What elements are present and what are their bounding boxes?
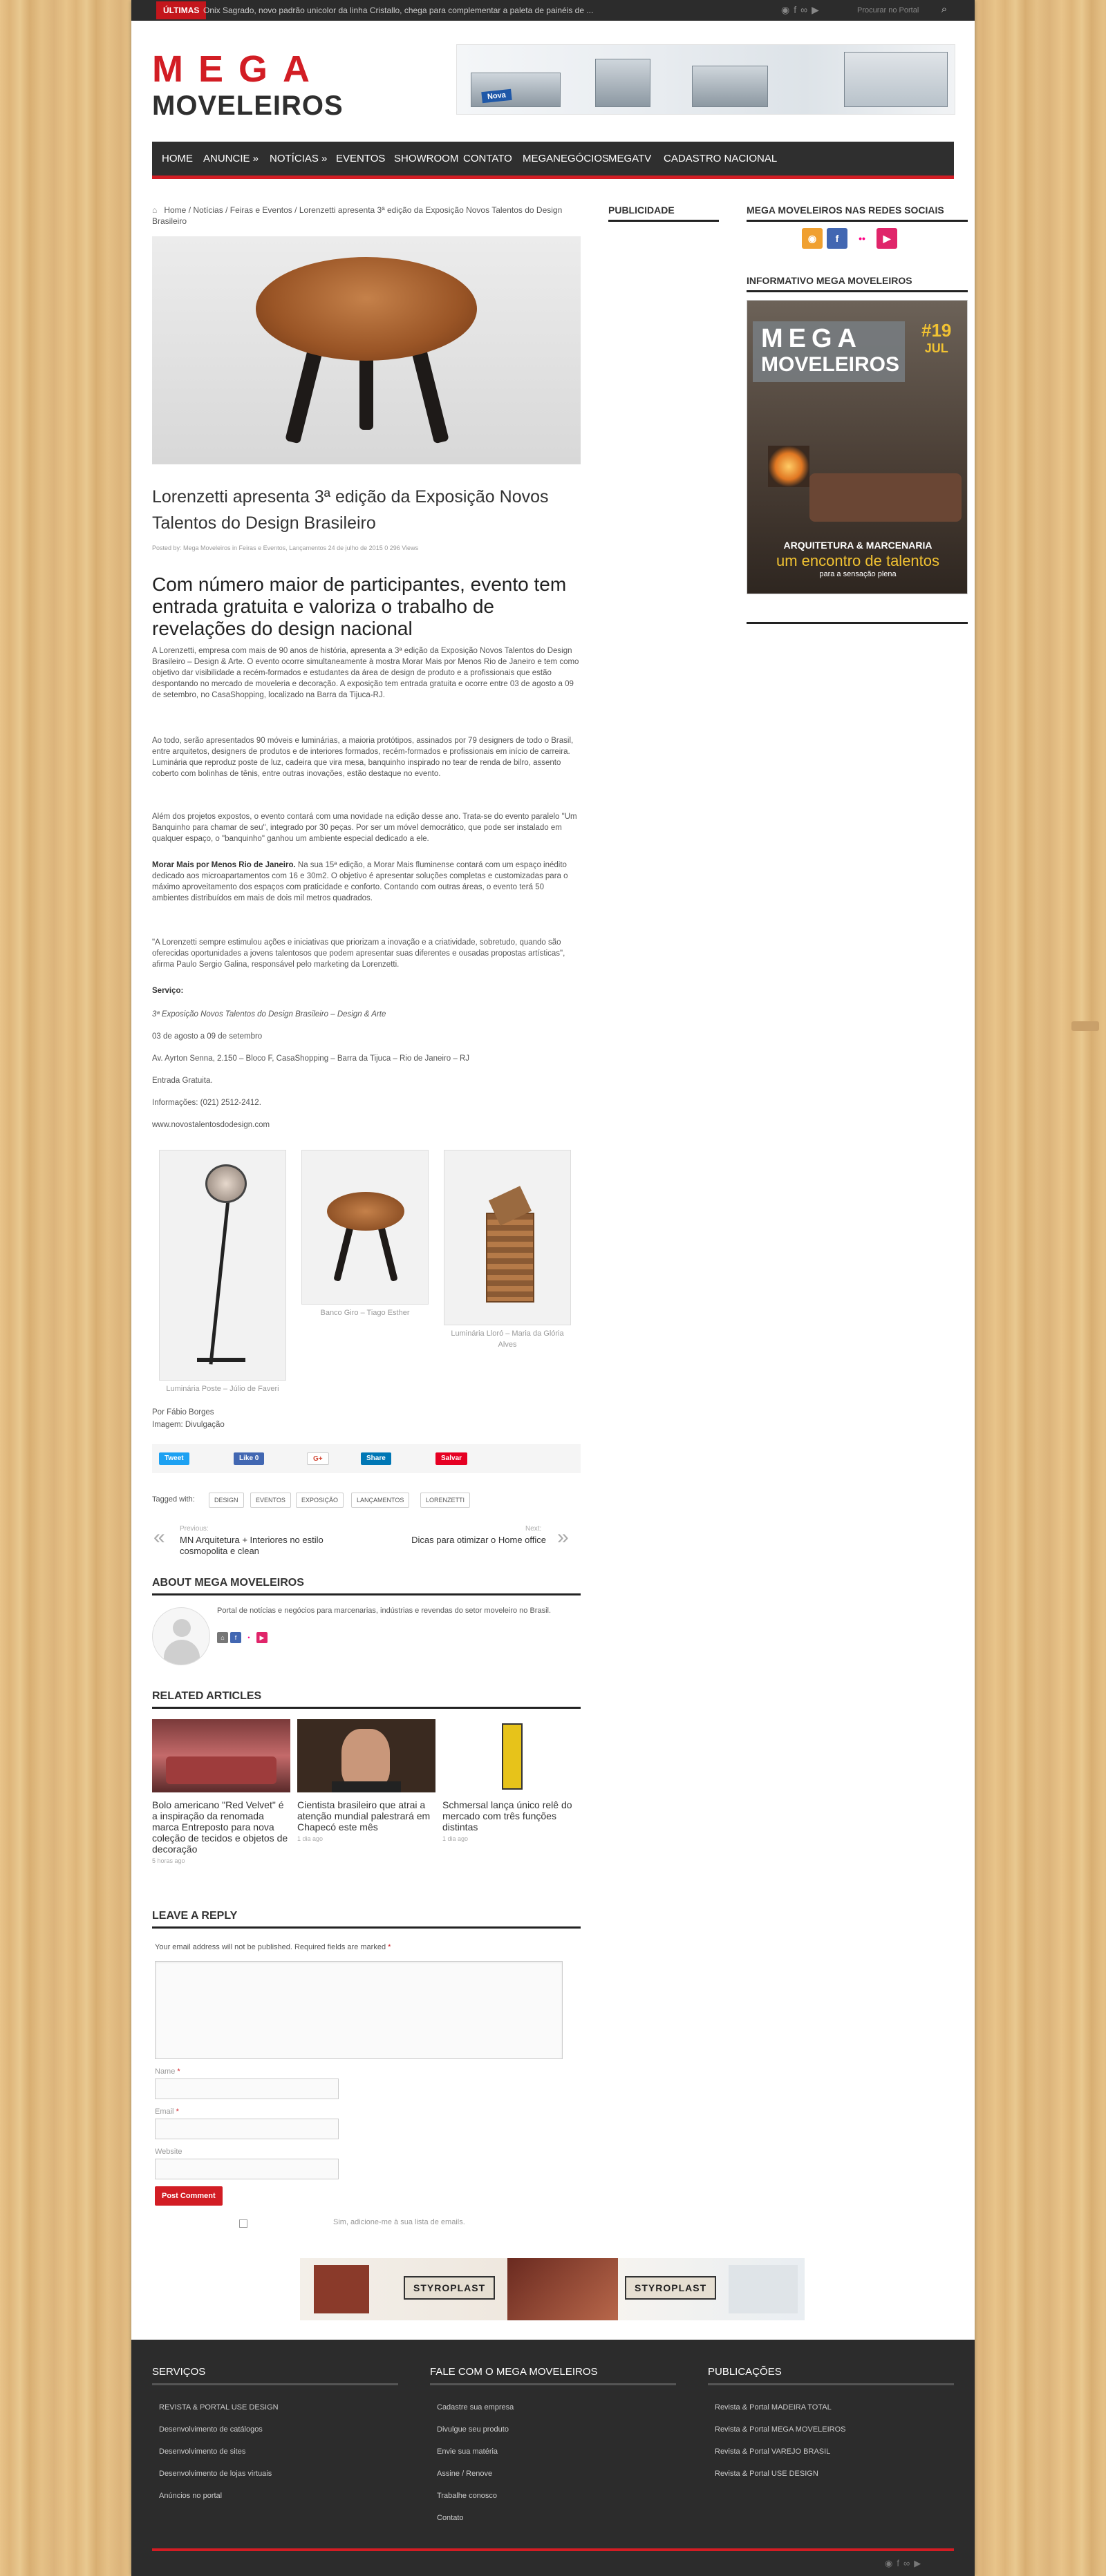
related-item-1[interactable] xyxy=(152,1719,290,1864)
facebook-icon[interactable]: f xyxy=(897,2558,903,2568)
search-icon[interactable]: ⌕ xyxy=(941,3,948,15)
share-bar xyxy=(152,1444,581,1473)
footer-link[interactable]: Trabalhe conosco xyxy=(437,2492,498,2500)
service-label xyxy=(152,985,581,996)
rss-icon[interactable]: ◉ xyxy=(802,228,823,249)
logo-mega: MEGA xyxy=(152,48,325,90)
subscribe-checkbox[interactable] xyxy=(239,2219,247,2228)
footer-link[interactable]: Revista & Portal USE DESIGN xyxy=(715,2470,818,2478)
service-info: Informações: (021) 2512-2412. xyxy=(152,1099,261,1107)
breadcrumb: ⌂ Home / Notícias / Feiras e Eventos / Lorenzetti apresenta 3ª edição da Exposição Novos Talentos do Design Brasileiro xyxy=(152,205,563,226)
related-item-2[interactable] xyxy=(297,1719,435,1842)
post-paragraph-5: "A Lorenzetti sempre estimulou ações e iniciativas que priorizam a inovação e a criatividade, sobretudo, quando são oferecidas oportunidades a jovens talentosos que podem apresentar suas diferentes e ousadas propostas artísticas", afirma Paulo Sergio Galina, responsável pelo marketing da Lorenzetti. xyxy=(152,938,565,969)
flickr-icon[interactable]: •• xyxy=(852,228,872,249)
nav-home[interactable]: HOME xyxy=(162,153,193,164)
comment-textarea[interactable] xyxy=(155,1961,563,2059)
magazine-caption-3: para a sensação plena xyxy=(819,570,897,578)
page xyxy=(131,0,975,2576)
styroplast-logo-2: STYROPLAST xyxy=(625,2276,716,2300)
magazine-issue xyxy=(921,321,951,357)
about-title: ABOUT MEGA MOVELEIROS xyxy=(152,1577,581,1595)
social-title: MEGA MOVELEIROS NAS REDES SOCIAIS xyxy=(747,205,968,222)
youtube-icon[interactable]: ▶ xyxy=(914,2558,926,2568)
facebook-like-button[interactable]: Like 0 xyxy=(234,1452,264,1465)
footer-link[interactable]: Desenvolvimento de sites xyxy=(159,2447,246,2456)
avatar xyxy=(152,1607,210,1665)
service-label-text: Serviço: xyxy=(152,987,184,995)
scroll-handle[interactable] xyxy=(1071,1021,1099,1031)
flickr-icon[interactable]: ∞ xyxy=(800,4,812,15)
post-lead: Com número maior de participantes, evento tem entrada gratuita e valoriza o trabalho de revelações do design nacional xyxy=(152,574,567,639)
nav-meganegocios[interactable]: MEGANEGÓCIOS xyxy=(523,153,610,164)
breadcrumb-feiras[interactable]: Feiras e Eventos xyxy=(229,205,292,215)
post-paragraph-4-text: Na sua 15ª edição, a Morar Mais fluminense contará com um espaço inédito dedicado aos microapartamentos com 16 e 30m2. O objetivo é apresentar soluções completas e customizadas para o máximo aproveitamento dos espaços com praticidade e conforto. Contando com outras áreas, o evento terá 50 ambientes distribuídos em mais de dois mil metros quadrados. xyxy=(152,861,568,902)
related-item-3[interactable] xyxy=(442,1719,581,1842)
tag-exposicao[interactable]: EXPOSIÇÃO xyxy=(296,1493,344,1508)
footer-link[interactable]: Desenvolvimento de lojas virtuais xyxy=(159,2470,272,2478)
footer-link[interactable]: Desenvolvimento de catálogos xyxy=(159,2425,263,2434)
informativo-title: INFORMATIVO MEGA MOVELEIROS xyxy=(747,275,968,292)
flickr-icon[interactable]: • xyxy=(243,1632,254,1643)
breadcrumb-home[interactable]: Home xyxy=(164,205,187,215)
post-paragraph-2: Ao todo, serão apresentados 90 móveis e luminárias, a maioria protótipos, assinados por 79 designers de todo o Brasil, entre arquitetos, designers de produtos e de interiores formados, recém-formados e profissionais em início de carreira. Luminária que reproduz poste de luz, cadeira que vira mesa, banquinho inspirado no tear de renda de bilro, assento coberto com bolinhas de tênis, entre outras inovações, estão destaque no evento. xyxy=(152,737,574,778)
related-date-1: 5 horas ago xyxy=(152,1857,185,1864)
tag-lorenzetti[interactable]: LORENZETTI xyxy=(420,1493,470,1508)
related-image-3 xyxy=(442,1719,581,1792)
related-image-2 xyxy=(297,1719,435,1792)
facebook-icon[interactable]: f xyxy=(230,1632,241,1643)
featured-image xyxy=(152,236,581,464)
reply-note xyxy=(155,1943,391,1951)
name-field[interactable] xyxy=(155,2078,339,2099)
gplus-button[interactable]: G+ xyxy=(307,1452,329,1465)
nav-anuncie[interactable]: ANUNCIE » xyxy=(203,153,259,164)
name-label-text: Name xyxy=(155,2067,176,2076)
rss-icon[interactable]: ◉ xyxy=(885,2558,897,2568)
tag-lancamentos[interactable]: LANÇAMENTOS xyxy=(351,1493,409,1508)
tag-eventos[interactable]: EVENTOS xyxy=(250,1493,291,1508)
gallery-item-1[interactable] xyxy=(159,1150,286,1394)
footer-social-icons xyxy=(885,2558,925,2569)
related-title-3[interactable]: Schmersal lança único relê do mercado com três funções distintas xyxy=(442,1799,572,1832)
footer-accent-bar xyxy=(152,2548,954,2551)
banner-machine-3 xyxy=(692,66,768,107)
related-title-1[interactable]: Bolo americano "Red Velvet" é a inspiração da renomada marca Entreposto para nova coleção de tecidos e objetos de decoração xyxy=(152,1799,288,1855)
email-label-text: Email xyxy=(155,2108,174,2116)
service-address: Av. Ayrton Senna, 2.150 – Bloco F, CasaShopping – Barra da Tijuca – Rio de Janeiro – RJ xyxy=(152,1054,470,1063)
prev-post-label: Previous: xyxy=(180,1525,209,1533)
name-label xyxy=(155,2067,180,2076)
magazine-header xyxy=(753,321,905,382)
youtube-icon[interactable]: ▶ xyxy=(256,1632,268,1643)
magazine-mega: MEGA xyxy=(761,324,862,353)
website-field[interactable] xyxy=(155,2159,339,2179)
banner-badge: Nova xyxy=(481,89,512,103)
tweet-button[interactable]: Tweet xyxy=(159,1452,189,1465)
related-date-3: 1 dia ago xyxy=(442,1835,469,1842)
prev-post-link[interactable]: MN Arquitetura + Interiores no estilo cosmopolita e clean xyxy=(180,1535,324,1556)
main-nav xyxy=(152,142,954,179)
footer-link[interactable]: REVISTA & PORTAL USE DESIGN xyxy=(159,2403,279,2412)
top-bar xyxy=(131,0,975,21)
reply-title: LEAVE A REPLY xyxy=(152,1910,581,1929)
nav-noticias[interactable]: NOTÍCIAS » xyxy=(270,153,328,164)
logo-moveleiros: MOVELEIROS xyxy=(152,91,344,121)
footer-link[interactable]: Assine / Renove xyxy=(437,2470,493,2478)
gallery-item-2[interactable] xyxy=(301,1150,429,1318)
sidebar-divider xyxy=(747,622,968,624)
pinterest-save-button[interactable]: Salvar xyxy=(435,1452,467,1465)
post-paragraph-4 xyxy=(152,860,581,904)
gallery-image-stool xyxy=(301,1150,429,1305)
chevron-left-icon[interactable]: « xyxy=(153,1526,165,1549)
magazine-cover[interactable] xyxy=(747,300,968,594)
footer-link[interactable]: Cadastre sua empresa xyxy=(437,2403,514,2412)
magazine-fireplace xyxy=(768,446,809,487)
about-description: Portal de notícias e negócios para marcenarias, indústrias e revendas do setor moveleiro no Brasil. xyxy=(217,1607,552,1615)
magazine-moveleiros: MOVELEIROS xyxy=(761,353,900,376)
gallery-image-lamp xyxy=(159,1150,286,1381)
magazine-sofa xyxy=(809,473,962,522)
footer-col1-title: SERVIÇOS xyxy=(152,2366,398,2385)
reply-note-text: Your email address will not be published. Required fields are marked xyxy=(155,1943,386,1951)
website-label: Website xyxy=(155,2148,182,2156)
footer-link[interactable]: Revista & Portal MADEIRA TOTAL xyxy=(715,2403,832,2412)
facebook-icon[interactable]: f xyxy=(827,228,847,249)
nav-contato[interactable]: CONTATO xyxy=(463,153,512,164)
magazine-caption-2: um encontro de talentos xyxy=(776,552,940,569)
related-title: RELATED ARTICLES xyxy=(152,1690,581,1709)
gallery-image-luminaria xyxy=(444,1150,571,1325)
search-input[interactable]: Procurar no Portal xyxy=(857,6,919,15)
breaking-news-text[interactable]: Onix Sagrado, novo padrão unicolor da linha Cristallo, chega para complementar a paleta de painéis de ... xyxy=(203,6,594,15)
nav-megatv[interactable]: MEGATV xyxy=(608,153,652,164)
related-image-1 xyxy=(152,1719,290,1792)
name-required-marker: * xyxy=(177,2067,180,2076)
gallery-caption-1: Luminária Poste – Júlio de Faveri xyxy=(166,1385,279,1393)
service-name: 3ª Exposição Novos Talentos do Design Brasileiro – Design & Arte xyxy=(152,1010,386,1019)
breadcrumb-noticias[interactable]: Notícias xyxy=(193,205,223,215)
service-date: 03 de agosto a 09 de setembro xyxy=(152,1032,263,1041)
service-price: Entrada Gratuita. xyxy=(152,1077,213,1085)
flickr-icon[interactable]: ∞ xyxy=(903,2558,915,2568)
footer-col2-title: FALE COM O MEGA MOVELEIROS xyxy=(430,2366,676,2385)
author-social-icons xyxy=(217,1632,270,1645)
footer-link[interactable]: Revista & Portal MEGA MOVELEIROS xyxy=(715,2425,846,2434)
related-title-2[interactable]: Cientista brasileiro que atrai a atenção mundial palestrará em Chapecó este mês xyxy=(297,1799,431,1832)
footer-link[interactable]: Contato xyxy=(437,2514,464,2522)
post-image-credit: Imagem: Divulgação xyxy=(152,1421,225,1429)
subscribe-label: Sim, adicione-me à sua lista de emails. xyxy=(333,2218,465,2226)
post-paragraph-3: Além dos projetos expostos, o evento contará com uma novidade na edição desse ano. Trata-se do evento paralelo "Um Banquinho para chamar de seu", integrado por 30 peças. Por ser um móvel democrático, que pode ser instalado em qualquer espaço, o "banquinho" ganhou um ambiente especial dedicado a ele. xyxy=(152,813,577,843)
nav-cadastro[interactable]: CADASTRO NACIONAL xyxy=(664,153,778,164)
tag-design[interactable]: DESIGN xyxy=(209,1493,244,1508)
post-meta: Posted by: Mega Moveleiros in Feiras e Eventos, Lançamentos 24 de julho de 2015 0 296 Views xyxy=(152,544,419,551)
facebook-icon[interactable]: f xyxy=(794,4,801,15)
next-post-label: Next: xyxy=(525,1525,542,1533)
bottom-ad-banner[interactable] xyxy=(300,2258,805,2320)
footer-link[interactable]: Revista & Portal VAREJO BRASIL xyxy=(715,2447,831,2456)
home-icon[interactable]: ⌂ xyxy=(217,1632,228,1643)
site-logo[interactable] xyxy=(152,48,359,122)
service-site[interactable]: www.novostalentosdodesign.com xyxy=(152,1121,270,1129)
nav-eventos[interactable]: EVENTOS xyxy=(336,153,386,164)
post-comment-button[interactable]: Post Comment xyxy=(155,2186,223,2206)
footer xyxy=(131,2340,975,2576)
youtube-icon[interactable]: ▶ xyxy=(877,228,897,249)
banner-machine-4 xyxy=(844,52,948,107)
tags-label: Tagged with: xyxy=(152,1495,195,1504)
publicidade-title: PUBLICIDADE xyxy=(608,205,719,222)
post-title: Lorenzetti apresenta 3ª edição da Exposição Novos Talentos do Design Brasileiro xyxy=(152,487,549,533)
post-author-credit: Por Fábio Borges xyxy=(152,1408,214,1417)
stool-seat xyxy=(256,257,477,361)
magazine-caption-1: ARQUITETURA & MARCENARIA xyxy=(783,540,932,551)
footer-link[interactable]: Anúncios no portal xyxy=(159,2492,223,2500)
gallery-caption-2: Banco Giro – Tiago Esther xyxy=(320,1309,410,1317)
top-social-icons xyxy=(781,4,823,16)
required-marker: * xyxy=(388,1943,391,1951)
breaking-news-label: ÚLTIMAS xyxy=(156,1,206,19)
footer-col3-title: PUBLICAÇÕES xyxy=(708,2366,954,2385)
next-post-link[interactable]: Dicas para otimizar o Home office xyxy=(411,1535,546,1545)
banner-machine-2 xyxy=(595,59,650,107)
linkedin-share-button[interactable]: Share xyxy=(361,1452,391,1465)
post-paragraph-4-bold: Morar Mais por Menos Rio de Janeiro. xyxy=(152,861,296,869)
styroplast-logo-1: STYROPLAST xyxy=(404,2276,495,2300)
gallery-item-3[interactable] xyxy=(444,1150,571,1350)
footer-link[interactable]: Divulgue seu produto xyxy=(437,2425,509,2434)
email-label xyxy=(155,2108,179,2116)
email-required-marker: * xyxy=(176,2108,179,2116)
magazine-issue-number: #19 xyxy=(921,320,952,341)
email-field[interactable] xyxy=(155,2119,339,2139)
breadcrumb-current: Lorenzetti apresenta 3ª edição da Exposição Novos Talentos do Design Brasileiro xyxy=(152,205,563,226)
footer-link[interactable]: Envie sua matéria xyxy=(437,2447,498,2456)
youtube-icon[interactable]: ▶ xyxy=(812,4,823,15)
gallery-caption-3: Luminária Lloró – Maria da Glória Alves xyxy=(451,1329,564,1349)
nav-showroom[interactable]: SHOWROOM xyxy=(394,153,459,164)
chevron-right-icon[interactable]: » xyxy=(557,1526,569,1549)
home-icon: ⌂ xyxy=(152,205,158,215)
post-paragraph-1: A Lorenzetti, empresa com mais de 90 anos de história, apresenta a 3ª edição da Exposição Novos Talentos do Design Brasileiro – Design & Arte. O evento ocorre simultaneamente à mostra Morar Mais por Menos Rio de Janeiro e tem como objetivo dar visibilidade a recém-formados e estudantes da área de design de produto e a profissionais que estão despontando no mercado de moveleria e decoração. A exposição tem entrada gratuita e ocorre entre 03 de agosto a 09 de setembro, no CasaShopping, localizado na Barra da Tijuca-RJ. xyxy=(152,647,579,699)
rss-icon[interactable]: ◉ xyxy=(781,4,794,15)
related-date-2: 1 dia ago xyxy=(297,1835,324,1842)
header-ad-banner[interactable] xyxy=(456,44,955,115)
magazine-issue-month: JUL xyxy=(924,341,948,355)
